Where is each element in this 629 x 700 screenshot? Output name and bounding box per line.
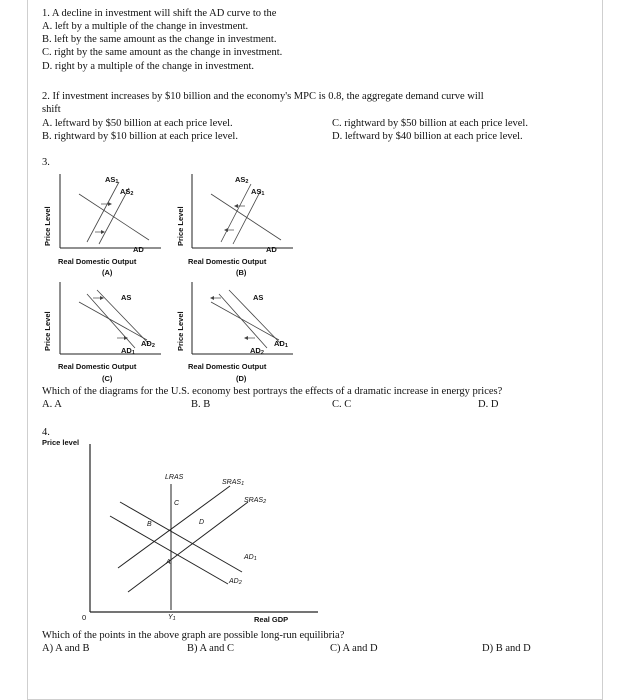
q4-sras1-label: SRAS1	[222, 479, 245, 487]
panel-d-tag: (D)	[236, 374, 247, 383]
q3-number: 3.	[42, 157, 50, 168]
panel-b-xlabel: Real Domestic Output	[188, 257, 267, 266]
panel-d-as-label: AS	[253, 293, 264, 302]
q2-stem-cont: shift	[42, 104, 61, 115]
panel-b-tag: (B)	[236, 268, 247, 277]
panel-d-xlabel: Real Domestic Output	[188, 362, 267, 371]
panel-d-ylabel: Price Level	[176, 311, 185, 351]
q4-origin: 0	[82, 613, 87, 622]
q4-xlabel: Real GDP	[254, 615, 289, 624]
q4-graph	[88, 444, 328, 618]
q2-option-d: D. leftward by $40 billion at each price level.	[332, 131, 523, 142]
q4-option-c: C) A and D	[330, 643, 378, 654]
panel-b-ad-label: AD	[266, 245, 277, 254]
q4-option-b: B) A and C	[187, 643, 234, 654]
panel-a-xlabel: Real Domestic Output	[58, 257, 137, 266]
q1-option-c: C. right by the same amount as the change in investment.	[42, 47, 283, 58]
q2-option-a: A. leftward by $50 billion at each price level.	[42, 118, 233, 129]
q3-option-a: A. A	[42, 399, 62, 410]
q4-ad1-label: AD1	[244, 554, 257, 562]
q2-stem: 2. If investment increases by $10 billion and the economy's MPC is 0.8, the aggregate demand curve will	[42, 91, 484, 102]
q4-option-a: A) A and B	[42, 643, 90, 654]
q4-number: 4.	[42, 427, 50, 438]
panel-b-graph	[189, 174, 299, 260]
q1-option-a: A. left by a multiple of the change in investment.	[42, 21, 249, 32]
q3-question: Which of the diagrams for the U.S. economy best portrays the effects of a dramatic increase in energy prices?	[42, 386, 503, 397]
q4-y1-label: Y1	[168, 614, 176, 622]
q3-option-b: B. B	[191, 399, 211, 410]
panel-b-as1-label: AS1	[251, 187, 265, 197]
q4-ad2-label: AD2	[229, 578, 242, 586]
q2-option-b: B. rightward by $10 billion at each price level.	[42, 131, 238, 142]
q4-ylabel: Price level	[42, 438, 80, 447]
panel-c-ad1-label: AD1	[121, 346, 135, 356]
panel-a-tag: (A)	[102, 268, 113, 277]
q3-option-d: D. D	[478, 399, 499, 410]
q4-point-a: A	[166, 559, 171, 566]
panel-b-as2-label: AS2	[235, 175, 249, 185]
panel-d-ad2-label: AD2	[250, 346, 264, 356]
panel-c-as-label: AS	[121, 293, 132, 302]
panel-c-xlabel: Real Domestic Output	[58, 362, 137, 371]
q4-point-d: D	[199, 519, 205, 526]
panel-c-ylabel: Price Level	[43, 311, 52, 351]
q4-option-d: D) B and D	[482, 643, 531, 654]
q4-question: Which of the points in the above graph are possible long-run equilibria?	[42, 630, 345, 641]
panel-d-graph	[189, 282, 299, 362]
q1-stem: 1. A decline in investment will shift the AD curve to the	[42, 8, 277, 19]
q1-option-b: B. left by the same amount as the change in investment.	[42, 34, 277, 45]
q3-option-c: C. C	[332, 399, 352, 410]
q4-lras-label: LRAS	[165, 474, 184, 481]
q2-option-c: C. rightward by $50 billion at each price level.	[332, 118, 528, 129]
panel-c-tag: (C)	[102, 374, 113, 383]
q4-point-c: C	[174, 500, 180, 507]
panel-a-as2-label: AS2	[120, 187, 134, 197]
panel-a-as1-label: AS1	[105, 175, 119, 185]
q1-option-d: D. right by a multiple of the change in investment.	[42, 61, 254, 72]
panel-a-ylabel: Price Level	[43, 206, 52, 246]
q4-sras2-label: SRAS2	[244, 497, 267, 505]
panel-a-graph	[57, 174, 167, 260]
panel-c-ad2-label: AD2	[141, 339, 155, 349]
panel-b-ylabel: Price Level	[176, 206, 185, 246]
q4-point-b: B	[147, 521, 152, 528]
panel-d-ad1-label: AD1	[274, 339, 288, 349]
panel-a-ad-label: AD	[133, 245, 144, 254]
panel-c-graph	[57, 282, 167, 362]
